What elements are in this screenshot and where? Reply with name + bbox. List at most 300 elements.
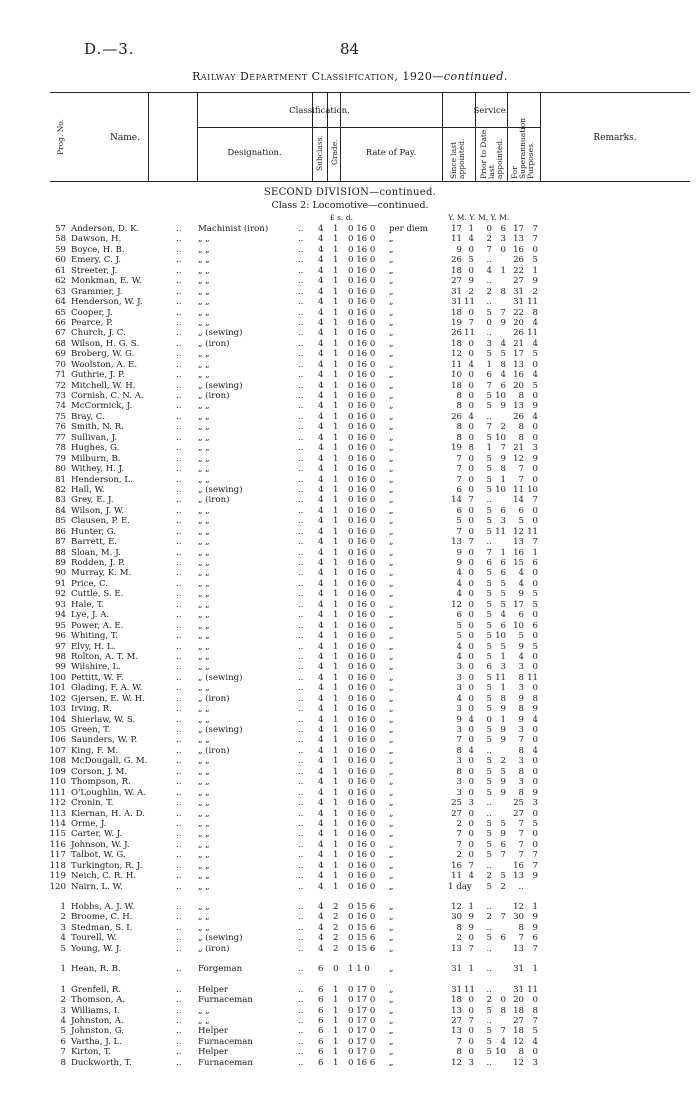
super-months: 0 — [532, 829, 538, 840]
prog-no: 78 — [55, 443, 66, 454]
leader-dots: .. — [298, 984, 304, 995]
rate-of-pay: 0 16 0 — [348, 610, 376, 621]
prior-months: 9 — [500, 735, 506, 746]
grade: 1 — [333, 411, 339, 422]
designation: „ „ — [198, 370, 210, 381]
staff-name: Young, W. J. — [71, 943, 122, 954]
rate-unit: „ — [389, 297, 394, 308]
rate-unit: „ — [389, 338, 394, 349]
staff-name: Shierlaw, W. S. — [71, 714, 136, 725]
since-last-years: 12 — [451, 1057, 462, 1068]
prior-years: 5 — [486, 693, 492, 704]
grade: 1 — [333, 641, 339, 652]
super-years: 18 — [513, 1005, 524, 1016]
staff-name: Broome, C. H. — [71, 912, 133, 923]
since-last-months: 0 — [468, 453, 474, 464]
prior-years: 2 — [486, 995, 492, 1006]
since-last-years: 11 — [451, 359, 462, 370]
staff-name: Church, J. C. — [71, 328, 126, 339]
rate-of-pay: 0 15 6 — [348, 933, 376, 944]
prior-years: .. — [486, 537, 492, 548]
since-last-months: 9 — [468, 912, 474, 923]
prog-no: 101 — [49, 683, 66, 694]
subclass: 6 — [318, 1015, 324, 1026]
table-row — [0, 610, 700, 620]
prog-no: 3 — [60, 1005, 66, 1016]
super-years: 26 — [513, 255, 524, 266]
designation: „ „ — [198, 516, 210, 527]
grade: 1 — [333, 338, 339, 349]
prior-months: 9 — [500, 829, 506, 840]
super-months: 9 — [532, 922, 538, 933]
since-last-years: 8 — [456, 401, 462, 412]
since-last-years: 9 — [456, 558, 462, 568]
staff-name: Guthrie, J. P. — [71, 370, 125, 381]
rate-of-pay: 0 16 0 — [348, 578, 376, 589]
since-last-years: 8 — [456, 1047, 462, 1058]
since-last-months: 9 — [468, 276, 474, 287]
leader-dots: .. — [176, 391, 182, 401]
name-header: Name. — [110, 133, 140, 143]
super-years: 16 — [513, 547, 524, 558]
super-months: 4 — [532, 411, 538, 422]
rate-unit: „ — [389, 735, 394, 746]
prog-no: 99 — [55, 662, 66, 673]
prior-to-header: Prior to Date last appointed. — [479, 129, 504, 179]
staff-name: Lye, J. A. — [71, 610, 110, 621]
leader-dots: .. — [176, 464, 182, 475]
prog-no: 108 — [49, 756, 66, 767]
prior-months: 5 — [500, 349, 506, 360]
super-years: 7 — [518, 850, 524, 861]
subclass: 6 — [318, 984, 324, 995]
super-years: 3 — [518, 662, 524, 673]
subclass: 4 — [318, 578, 324, 589]
leader-dots: .. — [298, 631, 304, 642]
table-row — [0, 506, 700, 516]
subclass: 6 — [318, 1057, 324, 1068]
super-years: 8 — [518, 672, 524, 683]
leader-dots: .. — [298, 641, 304, 652]
staff-name: Smith, N. R. — [71, 422, 124, 433]
since-last-months: 1 — [468, 902, 474, 912]
since-last-years: 7 — [456, 829, 462, 840]
since-last-years: 13 — [451, 537, 462, 548]
leader-dots: .. — [298, 943, 304, 954]
since-last-months: 0 — [468, 349, 474, 360]
designation: „ „ — [198, 359, 210, 370]
table-row — [0, 1058, 700, 1068]
prior-months: 11 — [495, 526, 506, 537]
since-last-years: 16 — [451, 860, 462, 871]
super-months: 0 — [532, 995, 538, 1006]
designation: „ „ — [198, 464, 210, 475]
leader-dots: .. — [298, 224, 304, 234]
table-row — [0, 589, 700, 599]
designation: „ „ — [198, 641, 210, 652]
since-last-months: 0 — [468, 432, 474, 443]
table-row — [0, 871, 700, 881]
prog-no: 66 — [55, 317, 66, 328]
since-last-months: 0 — [468, 1036, 474, 1047]
since-last-years: 13 — [451, 1005, 462, 1016]
rate-unit: „ — [389, 943, 394, 954]
since-last-years: 13 — [451, 1026, 462, 1037]
leader-dots: .. — [298, 401, 304, 412]
since-last-years: 7 — [456, 1036, 462, 1047]
rate-unit: „ — [389, 234, 394, 245]
prior-years: 5 — [486, 881, 492, 892]
designation: „ (sewing) — [198, 933, 243, 944]
rate-of-pay: 0 16 0 — [348, 912, 376, 923]
leader-dots: .. — [298, 234, 304, 245]
since-last-years: 27 — [451, 1015, 462, 1026]
super-months: 0 — [532, 244, 538, 255]
since-last-years: 2 — [456, 818, 462, 829]
leader-dots: .. — [298, 704, 304, 715]
grade: 1 — [333, 860, 339, 871]
leader-dots: .. — [298, 453, 304, 464]
prior-months: 5 — [500, 818, 506, 829]
rate-unit: „ — [389, 317, 394, 328]
super-months: 11 — [527, 297, 538, 308]
prog-no: 93 — [55, 599, 66, 610]
rate-of-pay: 0 16 0 — [348, 370, 376, 381]
prog-no: 59 — [55, 244, 66, 255]
since-last-years: 31 — [451, 286, 462, 297]
designation: Helper — [198, 984, 229, 995]
designation: „ „ — [198, 537, 210, 548]
since-last-years: 13 — [451, 943, 462, 954]
prog-no: 80 — [55, 464, 66, 475]
super-months: 4 — [532, 338, 538, 349]
since-last-months: 0 — [468, 787, 474, 798]
rate-unit: „ — [389, 610, 394, 621]
group-gap — [0, 954, 700, 964]
prior-months: 5 — [500, 766, 506, 777]
super-years: 6 — [518, 610, 524, 621]
since-last-months: 0 — [468, 777, 474, 788]
since-last-months: 7 — [468, 860, 474, 871]
designation: „ „ — [198, 766, 210, 777]
prior-years: 5 — [486, 683, 492, 694]
leader-dots: .. — [176, 1015, 182, 1026]
grade: 2 — [333, 922, 339, 933]
designation: „ „ — [198, 818, 210, 829]
rate-of-pay: 0 16 0 — [348, 808, 376, 819]
staff-name: Stedman, S. I. — [71, 922, 133, 933]
staff-name: Broberg, W. G. — [71, 349, 135, 360]
super-years: 5 — [518, 516, 524, 527]
prior-years: 0 — [486, 317, 492, 328]
prior-months: 10 — [495, 484, 506, 495]
leader-dots: .. — [298, 338, 304, 349]
super-years: 13 — [513, 359, 524, 370]
rate-of-pay: 0 16 0 — [348, 443, 376, 454]
staff-name: Talbot, W. G. — [71, 850, 126, 861]
super-months: 6 — [532, 620, 538, 631]
designation: „ „ — [198, 902, 210, 912]
grade: 1 — [333, 307, 339, 318]
prior-years: .. — [486, 276, 492, 287]
table-row — [0, 985, 700, 995]
since-last-years: 3 — [456, 777, 462, 788]
since-last-months: 7 — [468, 943, 474, 954]
leader-dots: .. — [298, 558, 304, 568]
grade: 1 — [333, 1036, 339, 1047]
staff-name: Kiernan, H. A. D. — [71, 808, 145, 819]
grade: 1 — [333, 276, 339, 287]
prior-years: 5 — [486, 432, 492, 443]
subclass: 4 — [318, 651, 324, 662]
designation: „ (sewing) — [198, 484, 243, 495]
rate-of-pay: 0 16 0 — [348, 662, 376, 673]
staff-name: Henderson, W. J. — [71, 297, 143, 308]
rate-of-pay: 0 15 6 — [348, 922, 376, 933]
since-last-months: 7 — [468, 1015, 474, 1026]
leader-dots: .. — [176, 422, 182, 433]
prior-years: 2 — [486, 871, 492, 882]
designation: „ „ — [198, 798, 210, 809]
prior-months: 6 — [500, 558, 506, 568]
table-row — [0, 1006, 700, 1016]
super-months: 0 — [532, 359, 538, 370]
staff-name: Cornish, C. N. A. — [71, 391, 144, 401]
prog-no: 98 — [55, 651, 66, 662]
prog-no: 82 — [55, 484, 66, 495]
leader-dots: .. — [176, 244, 182, 255]
table-row — [0, 537, 700, 547]
rate-of-pay: 0 16 0 — [348, 391, 376, 401]
super-years: 16 — [513, 370, 524, 381]
leader-dots: .. — [176, 693, 182, 704]
table-row — [0, 861, 700, 871]
since-last-years: 6 — [456, 484, 462, 495]
staff-name: Milburn, B. — [71, 453, 121, 464]
table-row — [0, 454, 700, 464]
rate-of-pay: 0 16 0 — [348, 871, 376, 882]
leader-dots: .. — [298, 286, 304, 297]
leader-dots: .. — [176, 589, 182, 600]
super-years: 26 — [513, 328, 524, 339]
table-row — [0, 548, 700, 558]
grade: 1 — [333, 432, 339, 443]
prior-years: 5 — [486, 349, 492, 360]
prog-no: 96 — [55, 631, 66, 642]
super-years: 8 — [518, 432, 524, 443]
grade: 1 — [333, 265, 339, 276]
rate-of-pay: 0 16 0 — [348, 338, 376, 349]
prog-no: 91 — [55, 578, 66, 589]
designation: „ „ — [198, 234, 210, 245]
since-last-months: 0 — [468, 766, 474, 777]
prog-no: 6 — [60, 1036, 66, 1047]
designation: „ „ — [198, 526, 210, 537]
prior-months: 3 — [500, 516, 506, 527]
subclass: 4 — [318, 777, 324, 788]
table-row — [0, 819, 700, 829]
leader-dots: .. — [176, 265, 182, 276]
prior-months: 6 — [500, 224, 506, 234]
prog-no: 114 — [49, 818, 66, 829]
grade: 1 — [333, 328, 339, 339]
designation: „ „ — [198, 558, 210, 568]
prior-months: 2 — [500, 422, 506, 433]
prior-years: .. — [486, 902, 492, 912]
prog-no: 70 — [55, 359, 66, 370]
since-last-months: 0 — [468, 651, 474, 662]
designation: „ „ — [198, 547, 210, 558]
rate-unit: „ — [389, 1047, 394, 1058]
staff-name: Johnson, W. J. — [71, 839, 130, 850]
since-last-months: 11 — [464, 297, 475, 308]
leader-dots: .. — [176, 432, 182, 443]
table-row — [0, 234, 700, 244]
subclass: 4 — [318, 411, 324, 422]
rate-of-pay: 0 16 0 — [348, 818, 376, 829]
grade: 1 — [333, 651, 339, 662]
rate-unit: „ — [389, 672, 394, 683]
prior-years: 7 — [486, 380, 492, 391]
leader-dots: .. — [298, 693, 304, 704]
prog-no: 75 — [55, 411, 66, 422]
prior-years: 5 — [486, 1047, 492, 1058]
since-last-years: 18 — [451, 265, 462, 276]
since-last-months: 0 — [468, 516, 474, 527]
leader-dots: .. — [176, 860, 182, 871]
super-years: 7 — [518, 474, 524, 485]
table-row — [0, 579, 700, 589]
super-years: 4 — [518, 568, 524, 579]
staff-name: Henderson, L. — [71, 474, 133, 485]
leader-dots: .. — [298, 599, 304, 610]
prior-months: 8 — [500, 286, 506, 297]
super-years: 12 — [513, 1036, 524, 1047]
subclass: 6 — [318, 1005, 324, 1016]
table-row — [0, 245, 700, 255]
rate-of-pay: 0 16 0 — [348, 766, 376, 777]
prior-years: 5 — [486, 933, 492, 944]
prior-months: 0 — [500, 995, 506, 1006]
prior-years: 0 — [486, 714, 492, 725]
prior-years: 5 — [486, 578, 492, 589]
prior-years: 5 — [486, 599, 492, 610]
prog-no: 1 — [60, 964, 66, 975]
designation: „ „ — [198, 1015, 210, 1026]
leader-dots: .. — [298, 860, 304, 871]
super-months: 1 — [532, 902, 538, 912]
rate-unit: „ — [389, 829, 394, 840]
prior-months: 8 — [500, 464, 506, 475]
since-last-months: 5 — [468, 255, 474, 266]
grade: 1 — [333, 777, 339, 788]
leader-dots: .. — [176, 537, 182, 548]
prog-no: 63 — [55, 286, 66, 297]
table-row — [0, 527, 700, 537]
designation: „ (sewing) — [198, 380, 243, 391]
table-row — [0, 840, 700, 850]
leader-dots: .. — [298, 495, 304, 506]
grade: 1 — [333, 422, 339, 433]
table-row — [0, 746, 700, 756]
super-months: 7 — [532, 224, 538, 234]
staff-name: Emery, C. J. — [71, 255, 122, 266]
rate-unit: „ — [389, 380, 394, 391]
prior-months: 5 — [500, 578, 506, 589]
prior-months: 1 — [500, 265, 506, 276]
subclass: 4 — [318, 265, 324, 276]
staff-name: O'Loughlin, W. A. — [71, 787, 147, 798]
table-row — [0, 422, 700, 432]
prior-years: 5 — [486, 568, 492, 579]
prior-years: .. — [486, 411, 492, 422]
super-months: 0 — [532, 808, 538, 819]
prior-months: 9 — [500, 777, 506, 788]
rate-unit: „ — [389, 766, 394, 777]
rate-of-pay: 0 16 0 — [348, 839, 376, 850]
table-row — [0, 767, 700, 777]
designation: Forgeman — [198, 964, 243, 975]
leader-dots: .. — [176, 338, 182, 349]
table-row — [0, 933, 700, 943]
super-months: 7 — [532, 495, 538, 506]
super-months: 5 — [532, 641, 538, 652]
table-row — [0, 349, 700, 359]
grade: 1 — [333, 1047, 339, 1058]
rate-unit: „ — [389, 641, 394, 652]
super-years: 7 — [518, 839, 524, 850]
subclass: 4 — [318, 798, 324, 809]
super-years: 11 — [513, 484, 524, 495]
super-months: 1 — [532, 547, 538, 558]
rate-of-pay: 0 16 0 — [348, 798, 376, 809]
grade: 1 — [333, 526, 339, 537]
leader-dots: .. — [298, 1047, 304, 1058]
grade: 1 — [333, 255, 339, 266]
designation: „ (iron) — [198, 745, 230, 756]
prog-no: 112 — [49, 798, 66, 809]
rate-unit: per diem — [389, 224, 428, 234]
table-row — [0, 882, 700, 892]
table-row — [0, 756, 700, 766]
super-years: 3 — [518, 683, 524, 694]
designation: „ „ — [198, 631, 210, 642]
since-last-years: 12 — [451, 349, 462, 360]
since-last-months: 0 — [468, 725, 474, 735]
super-months: 0 — [532, 516, 538, 527]
rate-unit: „ — [389, 871, 394, 882]
grade: 1 — [333, 766, 339, 777]
table-row — [0, 391, 700, 401]
since-last-months: 0 — [468, 818, 474, 829]
leader-dots: .. — [298, 735, 304, 746]
since-last-years: 7 — [456, 474, 462, 485]
rate-unit: „ — [389, 839, 394, 850]
staff-name: Clausen, P. E. — [71, 516, 130, 527]
leader-dots: .. — [298, 933, 304, 944]
leader-dots: .. — [176, 1047, 182, 1058]
prog-no: 97 — [55, 641, 66, 652]
prior-months: 10 — [495, 432, 506, 443]
leader-dots: .. — [176, 401, 182, 412]
leader-dots: .. — [176, 704, 182, 715]
designation: „ „ — [198, 276, 210, 287]
table-row — [0, 475, 700, 485]
since-last-months: 7 — [468, 495, 474, 506]
rate-of-pay: 0 16 0 — [348, 850, 376, 861]
prog-no: 68 — [55, 338, 66, 349]
prog-no: 65 — [55, 307, 66, 318]
